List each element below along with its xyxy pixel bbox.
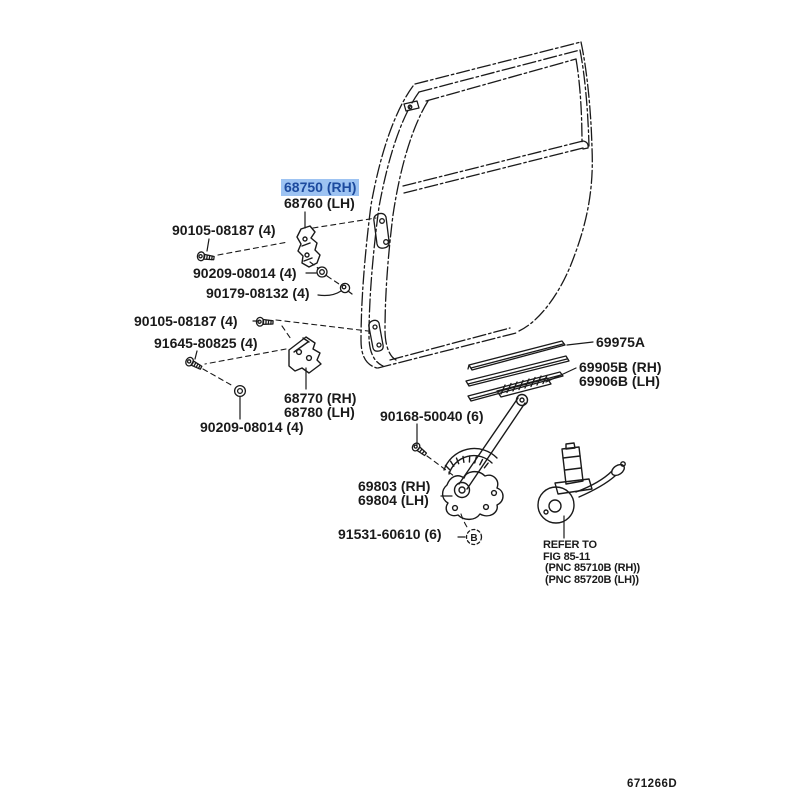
- label-nut-upper[interactable]: 90209-08014 (4): [193, 265, 297, 281]
- label-screw-regulator[interactable]: 90168-50040 (6): [380, 408, 484, 424]
- label-bolt-lower-a[interactable]: 90105-08187 (4): [134, 313, 238, 329]
- bolt-icon-lower-a[interactable]: [256, 317, 273, 327]
- label-frame-rh[interactable]: 69905B (RH): [579, 359, 662, 375]
- door-frame-details: [404, 101, 588, 149]
- label-nut-lower[interactable]: 90209-08014 (4): [200, 419, 304, 435]
- washer-icon-lower[interactable]: [235, 386, 246, 397]
- nut-icon-upper[interactable]: [317, 267, 327, 277]
- weatherstrip-parts[interactable]: [466, 341, 569, 401]
- bolt-icon-upper-a[interactable]: [197, 251, 215, 262]
- door-outline: [361, 42, 592, 368]
- refer-note-line1: REFER TO: [543, 539, 597, 551]
- refer-note-line2: FIG 85-11: [543, 550, 591, 563]
- diagram-code: 671266D: [627, 778, 678, 790]
- lower-hinge-part[interactable]: [289, 337, 321, 373]
- callout-b-circle[interactable]: [467, 530, 482, 545]
- door-hinge-pads: [369, 213, 389, 351]
- refer-note: [543, 540, 640, 586]
- label-bolt-regulator[interactable]: 91531-60610 (6): [338, 526, 442, 542]
- bolt-icon-regulator[interactable]: [411, 442, 428, 458]
- bolt-icon-lower-b[interactable]: [184, 356, 203, 372]
- label-regulator-rh[interactable]: 69803 (RH): [358, 478, 431, 494]
- label-hinge-upper-lh[interactable]: 68760 (LH): [284, 195, 355, 211]
- refer-note-line4: (PNC 85720B (LH)): [545, 573, 639, 586]
- label-hinge-upper-rh[interactable]: 68750 (RH): [281, 179, 359, 196]
- label-regulator-lh[interactable]: 69804 (LH): [358, 492, 429, 508]
- label-frame-lh[interactable]: 69906B (LH): [579, 373, 660, 389]
- label-screw-upper[interactable]: 90179-08132 (4): [206, 285, 310, 301]
- label-bolt-lower-b[interactable]: 91645-80825 (4): [154, 335, 258, 351]
- label-hinge-lower-rh[interactable]: 68770 (RH): [284, 390, 357, 406]
- refer-note-line3: (PNC 85710B (RH)): [545, 562, 641, 574]
- label-hinge-lower-lh[interactable]: 68780 (LH): [284, 404, 355, 420]
- callout-b-letter: B: [470, 533, 478, 544]
- grommet-icon[interactable]: [340, 283, 352, 294]
- upper-hinge-part[interactable]: [297, 226, 320, 267]
- motor-part[interactable]: [538, 443, 626, 523]
- label-bolt-upper-a[interactable]: 90105-08187 (4): [172, 222, 276, 238]
- label-weatherstrip[interactable]: 69975A: [596, 334, 646, 350]
